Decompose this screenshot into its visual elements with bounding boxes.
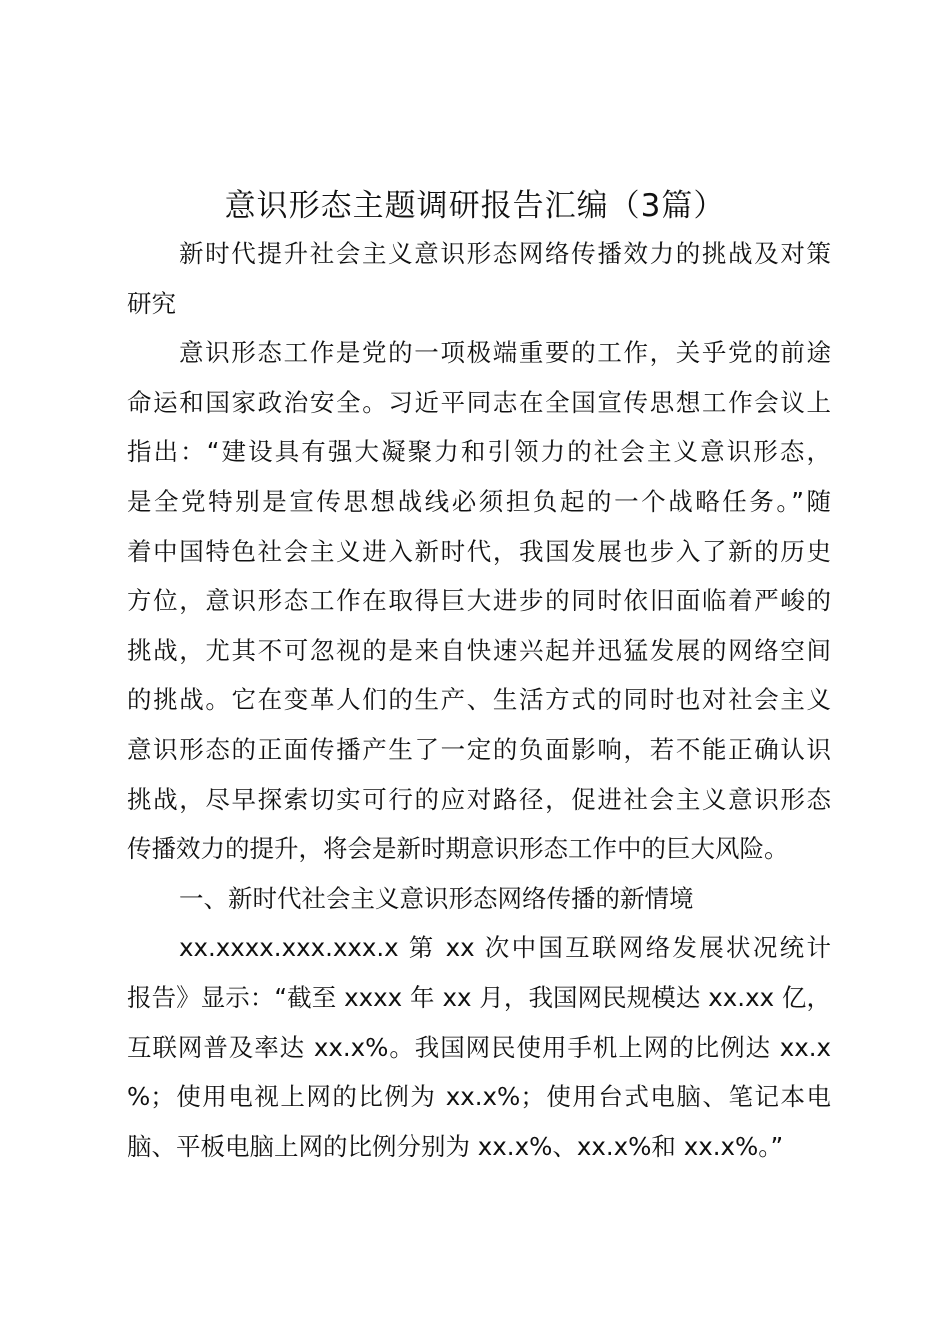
text-line: 脑、平板电脑上网的比例分别为 xx.x%、xx.x%和 xx.x%。” [127,1131,784,1161]
text-line: 互联网普及率达 xx.x%。我国网民使用手机上网的比例达 xx.x [127,1032,831,1062]
text-line: 新时代提升社会主义意识形态网络传播效力的挑战及对策 [179,239,831,268]
text-line: 意识形态工作是党的一项极端重要的工作，关乎党的前途 [179,338,831,368]
text-line: 研究 [127,288,176,318]
text-line: 一、新时代社会主义意识形态网络传播的新情境 [179,883,694,913]
text-line: 挑战，尽早探索切实可行的应对路径，促进社会主义意识形态 [127,784,831,814]
text-line: 着中国特色社会主义进入新时代，我国发展也步入了新的历史 [127,536,831,566]
text-line: 挑战，尤其不可忽视的是来自快速兴起并迅猛发展的网络空间 [127,635,831,665]
text-line: 命运和国家政治安全。习近平同志在全国宣传思想工作会议上 [127,387,831,417]
text-line: 意识形态的正面传播产生了一定的负面影响，若不能正确认识 [127,734,831,764]
text-line: 指出：“建设具有强大凝聚力和引领力的社会主义意识形态， [127,437,831,467]
text-line: 是全党特别是宣传思想战线必须担负起的一个战略任务。”随 [127,486,831,516]
text-line: 报告》显示：“截至 xxxx 年 xx 月，我国网民规模达 xx.xx 亿， [127,982,831,1012]
text-line: 方位，意识形态工作在取得巨大进步的同时依旧面临着严峻的 [127,586,831,616]
document-title: 意识形态主题调研报告汇编（3篇） [224,188,726,224]
text-line: %；使用电视上网的比例为 xx.x%；使用台式电脑、笔记本电 [127,1082,831,1112]
text-line: xx.xxxx.xxx.xxx.x 第 xx 次中国互联网络发展状况统计 [179,933,831,963]
text-line: 的挑战。它在变革人们的生产、生活方式的同时也对社会主义 [127,685,831,715]
document-body [127,229,831,1171]
text-line: 传播效力的提升，将会是新时期意识形态工作中的巨大风险。 [127,834,789,864]
